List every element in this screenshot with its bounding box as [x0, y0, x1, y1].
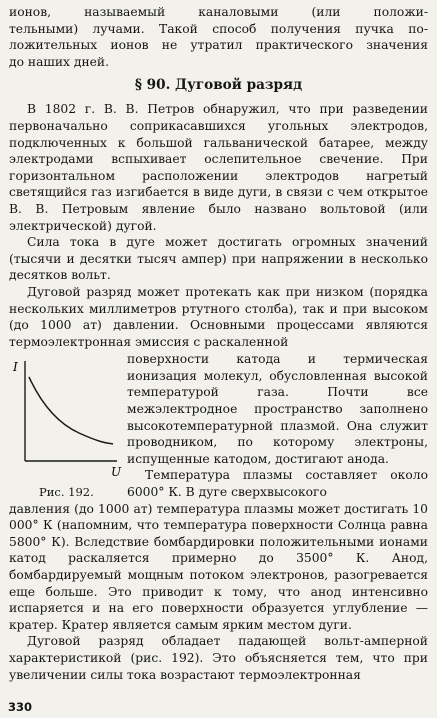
paragraph-arc-discharge: Дуговой разряд может протекать как при низком (порядка нескольких миллиметров ртутного столба), так и при высоком (до 1000 ат) давлении. Основными процессами являются термоэлектронная эмиссия с раскаленной: [9, 284, 428, 349]
text-line: тельными) лучами. Такой способ получения пучка по-: [9, 21, 428, 36]
paragraph-temperature-start: Температура плазмы составляет около 6000° К. В дуге сверхвысокого: [127, 468, 428, 500]
figure-caption: Рис. 192.: [39, 485, 94, 500]
text-line: до наших дней.: [9, 54, 110, 69]
paragraph-petrov: В 1802 г. В. В. Петров обнаружил, что при разведении первоначально соприкасавшихся угольных электродов, подключенных к большой гальванической батарее, между электродами вспыхивает ослепительное свечение. При горизонтальном расположении электродов нагретый светящийся газ изгибается в виде дуги, в связи с чем открытое В. В. Петровым явление было названо вольтовой (или электрической) дугой.: [9, 102, 428, 233]
text-line: ложительных ионов не утратил практического значения: [9, 38, 428, 53]
figure-side-text: [127, 351, 428, 500]
text-line-content: ионов, называемый каналовыми (или положи-: [9, 5, 428, 19]
axis-label-i: I: [13, 360, 18, 375]
characteristic-curve: [29, 377, 113, 444]
paragraph-current: Сила тока в дуге может достигать огромных значений (тысячи и десятки тысяч ампер) при напряжении в несколько десятков вольт.: [9, 235, 428, 283]
paragraph-plasma: поверхности катода и термическая ионизация молекул, обусловленная высокой температурой газа. Почти все межэлектродное пространство заполнено высокотемпературной плазмой. Она служит проводником, по которому электроны, испущенные катодом, достигают анода.: [127, 352, 428, 466]
figure-192: [9, 351, 127, 500]
paragraph-temperature: давления (до 1000 ат) температура плазмы может достигать 10 000° К (напомним, что температура поверхности Солнца равна 5800° К). Вследствие бомбардировки положительными ионами катод раскаляется примерно до 3500° К. Анод, бомбардируемый мощным потоком электронов, разогревается еще больше. Это приводит к тому, что анод интенсивно испаряется и на его поверхности образуется углубление — кратер. Кратер является самым ярким местом дуги.: [9, 501, 428, 632]
figure-block: [9, 351, 428, 500]
axis-label-u: U: [111, 465, 122, 480]
page-number: 330: [8, 700, 33, 714]
section-heading: § 90. Дуговой разряд: [134, 77, 303, 94]
text-line: [9, 4, 428, 21]
paragraph-characteristic: Дуговой разряд обладает падающей вольт-амперной характеристикой (рис. 192). Это объясняется тем, что при увеличении силы тока возрастают термоэлектронная: [9, 634, 428, 682]
volt-ampere-plot: [9, 351, 127, 483]
